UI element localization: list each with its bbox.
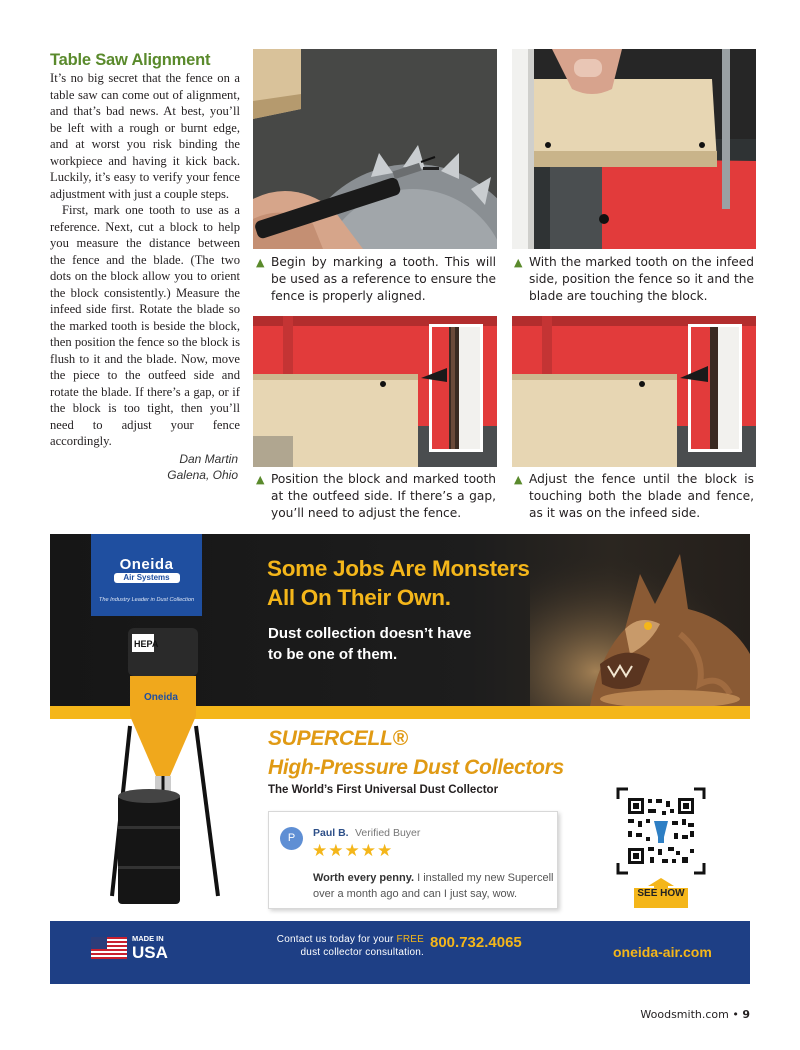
dust-collector-illustration [110, 626, 230, 916]
photo-adjusted-fence [512, 316, 756, 467]
customer-review-card [268, 811, 558, 909]
caption-marker-icon: ▲ [514, 256, 523, 269]
caption-3-text: Position the block and marked tooth at the outfeed side. If there’s a gap, you’ll need to adjust the fence. [271, 472, 496, 520]
product-subtitle: The World’s First Universal Dust Collector [268, 784, 499, 796]
usa-flag-icon [91, 937, 127, 959]
contact-line-1: Contact us today for your [276, 934, 394, 945]
caption-3 [256, 471, 496, 522]
ad-headline [267, 554, 530, 612]
photo-outfeed-gap [253, 316, 497, 467]
ad-headline-line-2: All On Their Own. [267, 585, 451, 610]
ad-subline [268, 623, 471, 665]
made-in-small: MADE IN [132, 934, 164, 943]
contact-line-2: dust collector consultation. [300, 947, 424, 958]
photo-infeed-block [512, 49, 756, 249]
see-how-label: SEE HOW [637, 888, 685, 899]
logo-name: Oneida [119, 556, 174, 573]
photo-marking-tooth [253, 49, 497, 249]
logo-tagline: The Industry Leader in Dust Collection [98, 597, 195, 603]
qr-code[interactable] [616, 787, 706, 875]
product-title [268, 724, 564, 782]
contact-free: FREE [396, 934, 424, 945]
caption-1-text: Begin by marking a tooth. This will be used as a reference to ensure the fence is properly aligned. [271, 255, 496, 303]
ad-headline-line-1: Some Jobs Are Monsters [267, 556, 530, 581]
star-rating: ★★★★★ [312, 841, 394, 861]
footer-site: Woodsmith.com [640, 1008, 729, 1021]
logo-sub: Air Systems [114, 573, 180, 583]
ad-subline-line-2: to be one of them. [268, 646, 398, 663]
hepa-label: HEPA [134, 639, 159, 649]
article-paragraph-2: First, mark one tooth to use as a reference. Next, cut a block to help you measure the distance between the fence and the blade. (The two dots on the block allow you to orient the block consistently.) Measure the infeed side first. Rotate the blade so the marked tooth is beside the block, then position the fence so the block is flush to it and the blade. Now, move the piece to the outfeed side and rotate the blade. If there’s a gap, or if the block is too tight, then you’ll need to adjust your fence accordingly. [50, 203, 240, 448]
caption-2 [514, 254, 754, 305]
article [50, 50, 240, 483]
review-text-bold: Worth every penny. [313, 872, 415, 884]
see-how-button[interactable] [634, 878, 688, 908]
page-number: 9 [742, 1008, 750, 1021]
article-paragraph-1: It’s no big secret that the fence on a table saw can come out of alignment, and that’s bad news. At best, you’ll be left with a rough or burnt edge, and at worst you risk binding the workpiece and having it kick back. Luckily, it’s easy to verify your fence adjustment with just a couple steps. [50, 71, 240, 201]
contact-text [259, 933, 424, 959]
ad-footer-bar [50, 921, 750, 984]
page-footer [640, 1008, 750, 1021]
caption-4 [514, 471, 754, 522]
wolf-illustration [530, 534, 750, 706]
byline-author: Dan Martin [179, 451, 238, 466]
oneida-logo[interactable] [91, 534, 202, 616]
byline-location: Galena, Ohio [167, 467, 238, 482]
made-in-usa [132, 935, 168, 961]
caption-2-text: With the marked tooth on the infeed side, position the fence so it and the blade are touching the block. [529, 255, 754, 303]
oneida-advertisement[interactable] [50, 534, 750, 984]
caption-marker-icon: ▲ [256, 256, 265, 269]
footer-bullet: • [732, 1008, 739, 1021]
collector-brand: Oneida [144, 692, 178, 703]
ad-subline-line-1: Dust collection doesn’t have [268, 625, 472, 642]
made-in-big: USA [132, 942, 168, 962]
caption-4-text: Adjust the fence until the block is touching both the blade and fence, as it was on the infeed side. [529, 472, 754, 520]
caption-marker-icon: ▲ [514, 473, 523, 486]
reviewer-name: Paul B. [313, 827, 349, 839]
verified-buyer-badge: Verified Buyer [355, 827, 421, 839]
reviewer-avatar: P [280, 827, 303, 850]
article-title: Table Saw Alignment [50, 51, 211, 69]
product-title-line-1: SUPERCELL® [268, 727, 408, 750]
caption-1 [256, 254, 496, 305]
phone-number[interactable]: 800.732.4065 [430, 934, 522, 951]
caption-marker-icon: ▲ [256, 473, 265, 486]
review-text-body: I installed my new Supercell over a month ago and can I just say, wow. [313, 872, 554, 900]
website-link[interactable]: oneida-air.com [613, 944, 712, 960]
product-title-line-2: High-Pressure Dust Collectors [268, 756, 564, 779]
review-text [313, 870, 557, 902]
